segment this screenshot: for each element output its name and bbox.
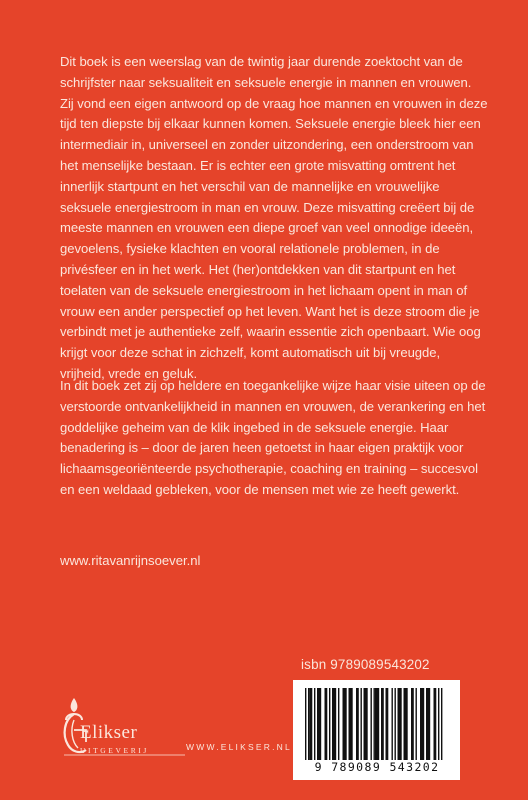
author-website[interactable]: www.ritavanrijnsoever.nl xyxy=(60,553,201,568)
barcode-digits: 9 789089 543202 xyxy=(301,760,453,774)
isbn-barcode xyxy=(293,680,460,780)
paragraph-text: In dit boek zet zij op heldere en toegankelijke wijze haar visie uiteen op de verstoorde ontvankelijkheid in mannen en vrouwen, de verankering en het goddelijke geheim van de klik ingebed in de seksuele energie. Haar benadering is – door de jaren heen getoetst in haar eigen praktijk voor lichaamsgeoriënteerde psychotherapie, coaching en training – succesvol en een weldaad gebleken, voor de mensen met wie ze heeft gewerkt. xyxy=(60,378,486,497)
publisher-website[interactable]: WWW.ELIKSER.NL xyxy=(186,742,292,752)
publisher-name: Elikser xyxy=(80,722,138,743)
description-paragraph-1 xyxy=(60,52,488,385)
publisher-subtitle: UITGEVERIJ xyxy=(80,746,149,755)
isbn-label: isbn 9789089543202 xyxy=(301,657,430,672)
description-paragraph-2 xyxy=(60,376,488,501)
paragraph-text: Dit boek is een weerslag van de twintig jaar durende zoektocht van de schrijfster naar seksualiteit en seksuele energie in mannen en vrouwen. Zij vond een eigen antwoord op de vraag hoe mannen en vrouwen in deze tijd ten diepste bij elkaar kunnen komen. Seksuele energie bleek hier een intermediair in, universeel en zonder uitzondering, een onderstroom van het menselijke bestaan. Er is echter een grote misvatting omtrent het innerlijk startpunt en het verschil van de mannelijke en vrouwelijke seksuele energiestroom in man en vrouw. Deze misvatting creëert bij de meeste mannen en vrouwen een diepe groef van veel onnodige ideeën, gevoelens, fysieke klachten en vooral relationele problemen, in de privésfeer en in het werk. Het (her)ontdekken van dit startpunt en het toelaten van de seksuele energiestroom in het lichaam opent in man of vrouw een ander perspectief op het leven. Want het is deze stroom die je verbindt met je authentieke zelf, waarin essentie zich openbaart. Wie oog krijgt voor deze schat in zichzelf, komt automatisch uit bij vreugde, vrijheid, vrede en geluk. xyxy=(60,54,488,381)
